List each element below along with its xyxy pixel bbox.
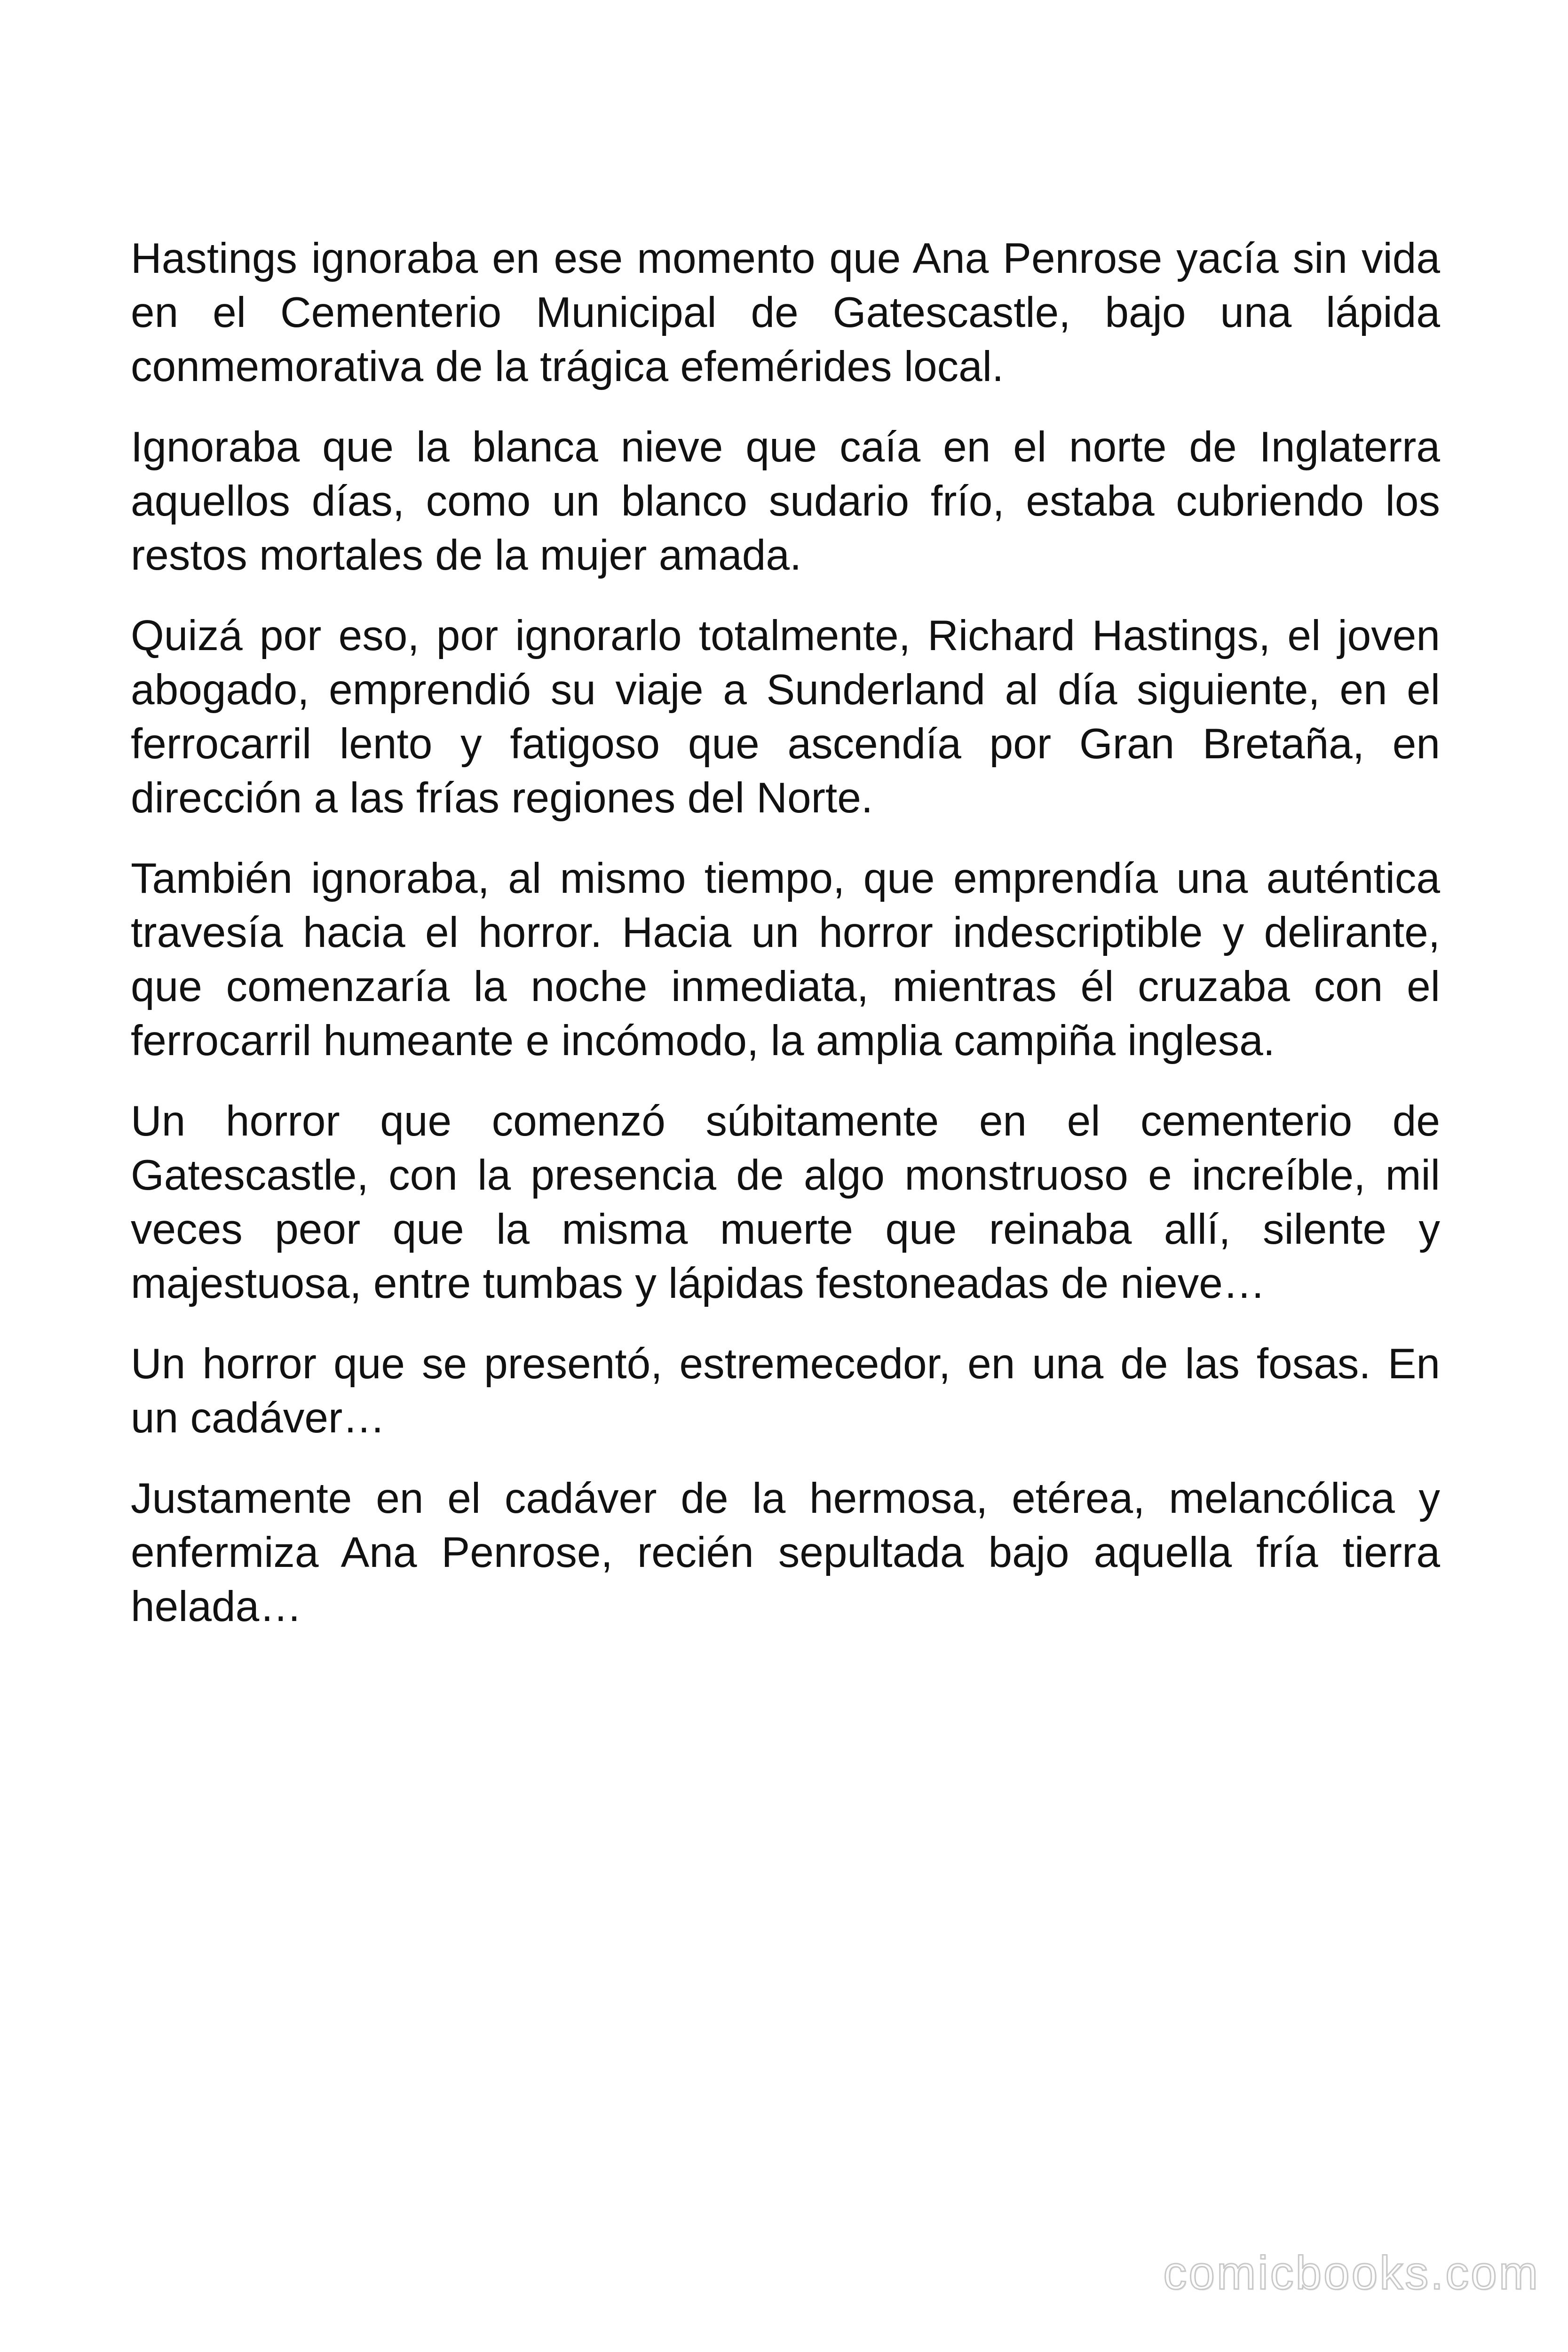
document-page <box>131 231 1440 1660</box>
paragraph-3: Quizá por eso, por ignorarlo totalmente, Richard Hastings, el joven abogado, emprendió su viaje a Sunderland al día siguiente, en el ferrocarril lento y fatigoso que ascendía por Gran Bretaña, en dirección a las frías regiones del Norte. <box>131 612 1440 822</box>
watermark: comicbooks.com <box>1163 2247 1540 2299</box>
paragraph-2: Ignoraba que la blanca nieve que caía en el norte de Inglaterra aquellos días, como un blanco sudario frío, estaba cubriendo los restos mortales de la mujer amada. <box>131 423 1440 579</box>
paragraph-6: Un horror que se presentó, estremecedor, en una de las fosas. En un cadáver… <box>131 1340 1440 1442</box>
paragraph-4: También ignoraba, al mismo tiempo, que emprendía una auténtica travesía hacia el horror. Hacia un horror indescriptible y delirante, que comenzaría la noche inmediata, mientras él cruzaba con el ferrocarril humeante e incómodo, la amplia campiña inglesa. <box>131 855 1440 1065</box>
paragraph-1: Hastings ignoraba en ese momento que Ana Penrose yacía sin vida en el Cementerio Municipal de Gatescastle, bajo una lápida conmemorativa de la trágica efemérides local. <box>131 235 1440 390</box>
paragraph-7: Justamente en el cadáver de la hermosa, etérea, melancólica y enfermiza Ana Penrose, recién sepultada bajo aquella fría tierra helada… <box>131 1475 1440 1630</box>
paragraph-5: Un horror que comenzó súbitamente en el cementerio de Gatescastle, con la presencia de algo monstruoso e increíble, mil veces peor que la misma muerte que reinaba allí, silente y majestuosa, entre tumbas y lápidas festoneadas de nieve… <box>131 1097 1440 1307</box>
